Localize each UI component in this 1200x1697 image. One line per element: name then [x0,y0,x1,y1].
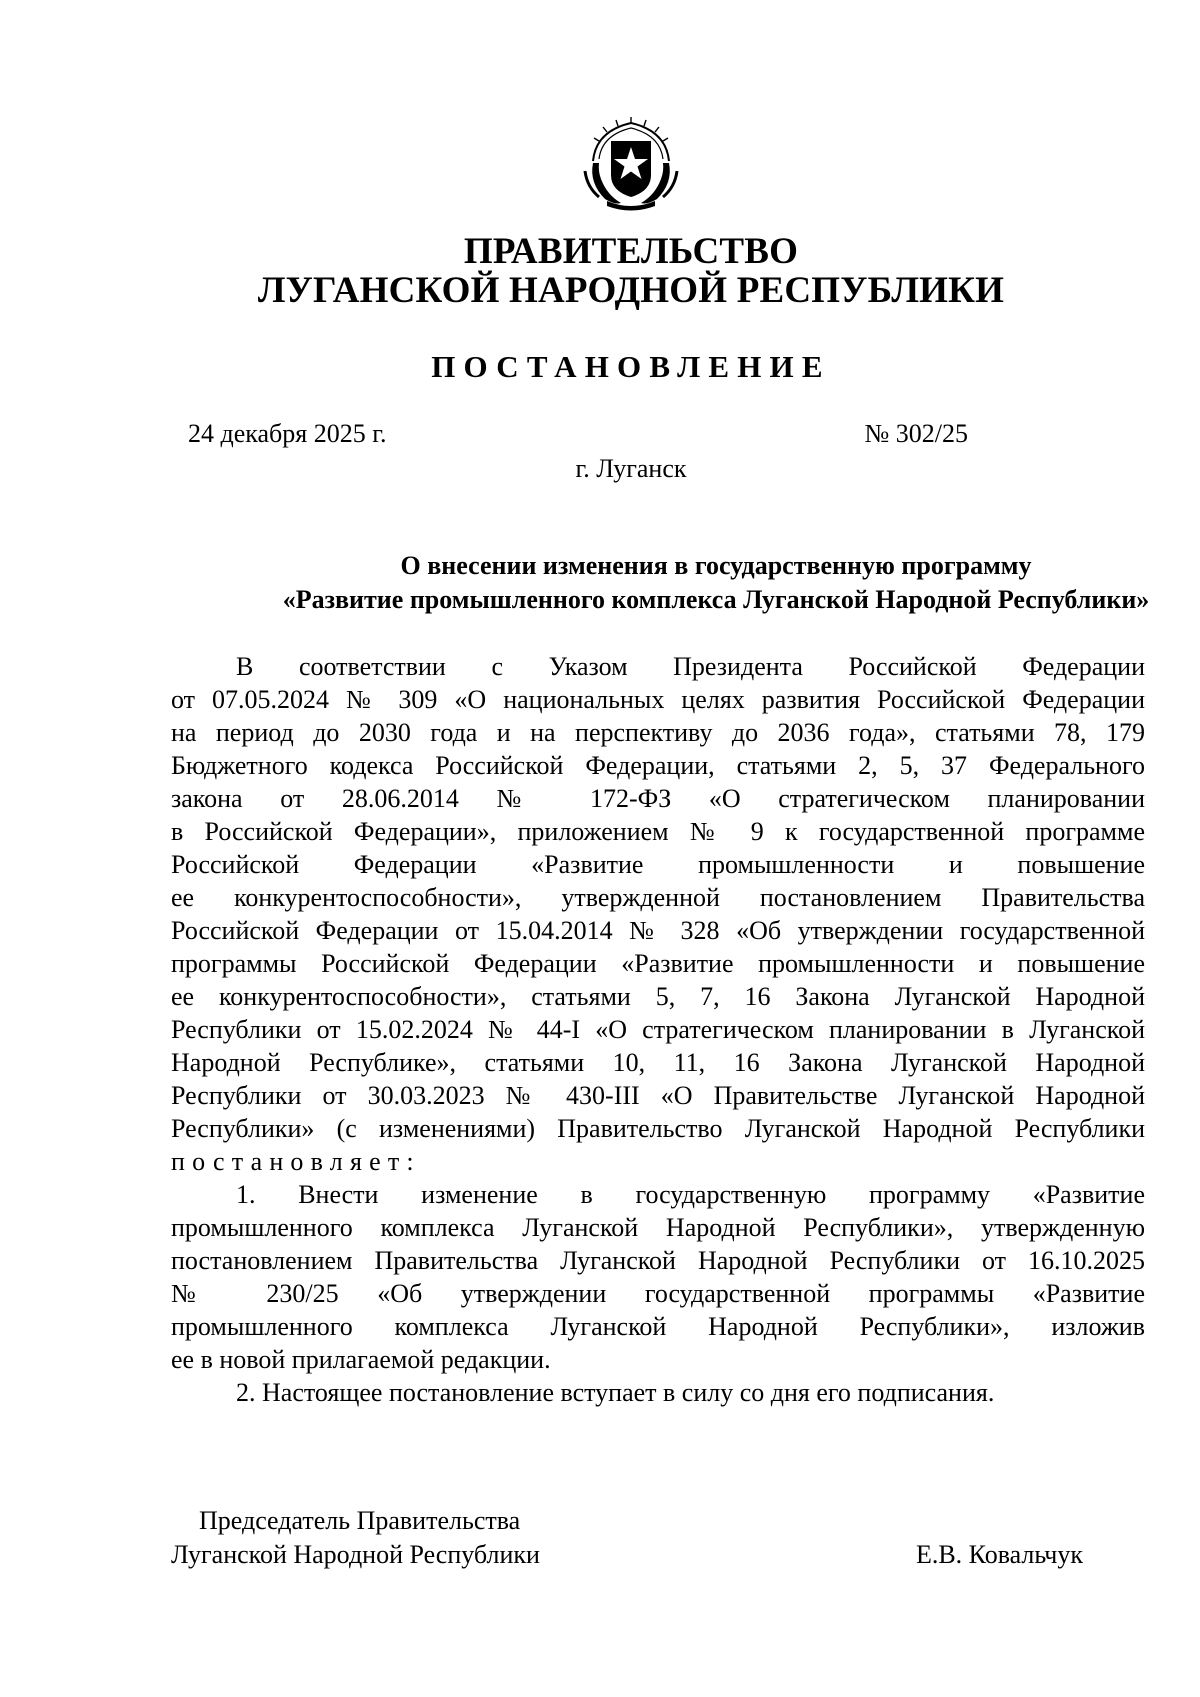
body-line: ее конкурентоспособности», статьями 5, 7, 16 Закона Луганской Народной [171,982,1145,1011]
signatory-position-line2: Луганской Народной Республики [171,1540,540,1569]
body-line: В соответствии с Указом Президента Российской Федерации [236,652,1145,681]
coat-of-arms-icon [571,113,691,213]
body-line: программы Российской Федерации «Развитие промышленности и повышение [171,949,1145,978]
body-line: промышленного комплекса Луганской Народной Республики», утвержденную [171,1213,1145,1242]
body-line: ее конкурентоспособности», утвержденной постановлением Правительства [171,883,1145,912]
body-line: на период до 2030 года и на перспективу до 2036 года», статьями 78, 179 [171,718,1145,747]
body-line: промышленного комплекса Луганской Народной Республики», изложив [171,1312,1145,1341]
body-line: от 07.05.2024 № 309 «О национальных целях развития Российской Федерации [171,685,1145,714]
body-line: Российской Федерации «Развитие промышленности и повышение [171,850,1145,879]
body-line: закона от 28.06.2014 № 172-ФЗ «О стратегическом планировании [171,784,1145,813]
government-title-line2: ЛУГАНСКОЙ НАРОДНОЙ РЕСПУБЛИКИ [257,270,1005,311]
body-line: Народной Республике», статьями 10, 11, 16 Закона Луганской Народной [171,1048,1145,1077]
document-type: ПОСТАНОВЛЕНИЕ [431,349,831,384]
body-line: постановлением Правительства Луганской Народной Республики от 16.10.2025 [171,1246,1145,1275]
body-line: Республики от 15.02.2024 № 44-I «О стратегическом планировании в Луганской [171,1015,1145,1044]
government-title-line1: ПРАВИТЕЛЬСТВО [463,231,799,272]
subject-line1: О внесении изменения в государственную программу [400,551,1032,580]
body-line: 1. Внести изменение в государственную программу «Развитие [236,1180,1145,1209]
signatory-name: Е.В. Ковальчук [915,1540,1083,1569]
document-number: № 302/25 [864,419,968,448]
body-line: Республики от 30.03.2023 № 430-III «О Правительстве Луганской Народной [171,1081,1145,1110]
body-line: ее в новой прилагаемой редакции. [171,1345,551,1374]
document-date: 24 декабря 2025 г. [188,419,387,448]
body-line: 2. Настоящее постановление вступает в силу со дня его подписания. [236,1378,995,1407]
signatory-position-line1: Председатель Правительства [199,1506,521,1535]
body-line: № 230/25 «Об утверждении государственной программы «Развитие [171,1279,1145,1308]
body-line-decree-verb: постановляет: [171,1147,421,1176]
body-line: Республики» (с изменениями) Правительство Луганской Народной Республики [171,1114,1145,1143]
body-line: в Российской Федерации», приложением № 9 к государственной программе [171,817,1145,846]
body-line: Бюджетного кодекса Российской Федерации, статьями 2, 5, 37 Федерального [171,751,1145,780]
subject-line2: «Развитие промышленного комплекса Луганской Народной Республики» [282,585,1150,614]
document-city: г. Луганск [575,454,687,483]
body-line: Российской Федерации от 15.04.2014 № 328 «Об утверждении государственной [171,916,1145,945]
